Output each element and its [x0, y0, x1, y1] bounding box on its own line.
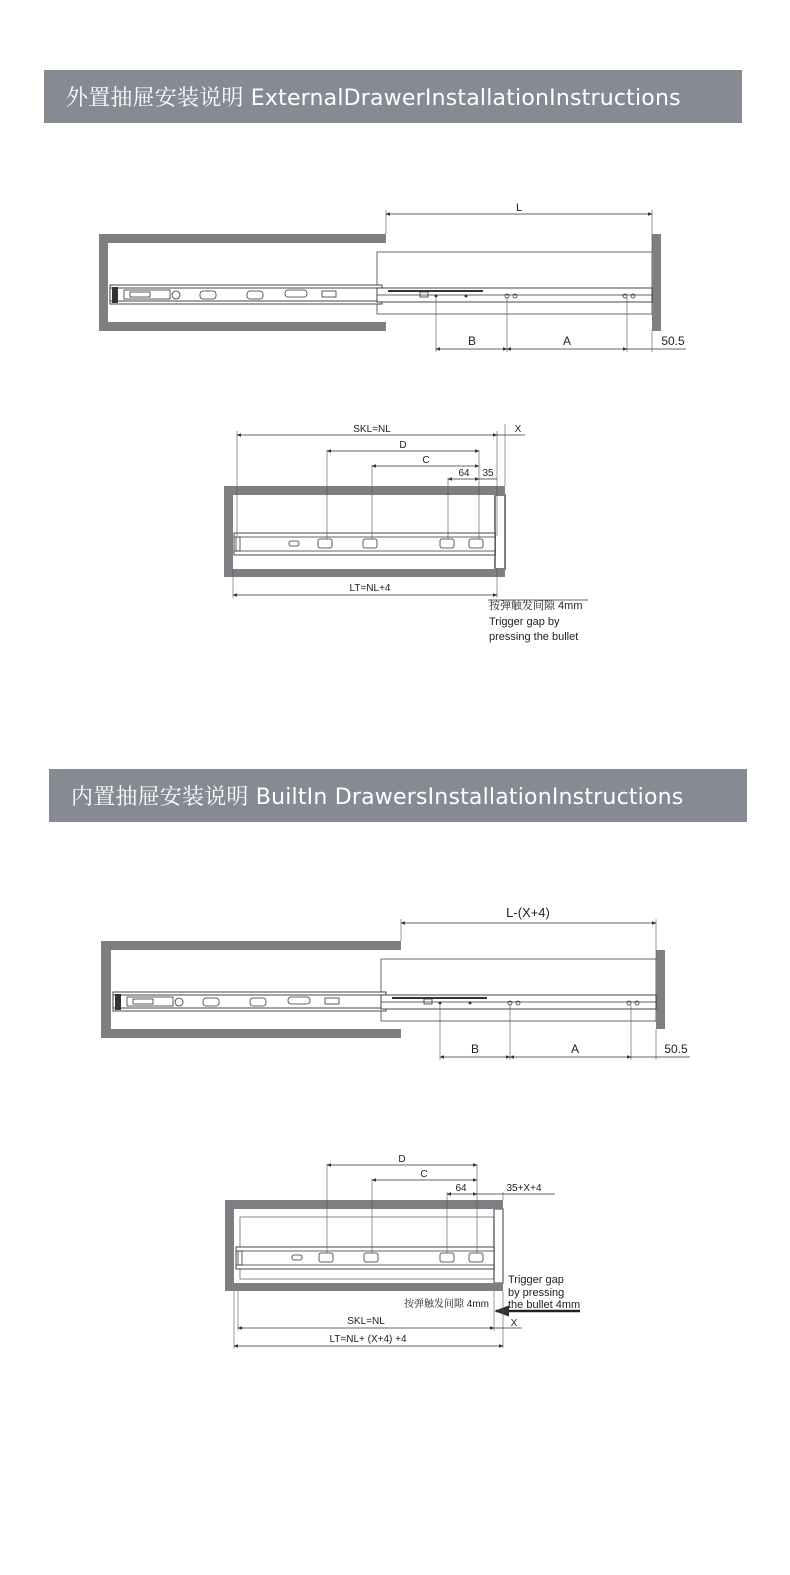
- dim-offset-label: 50.5: [664, 1042, 688, 1056]
- dim-c-label: C: [420, 1169, 428, 1180]
- dim-skl-label: SKL=NL: [347, 1316, 385, 1327]
- dim-lt-label: LT=NL+ (X+4) +4: [329, 1334, 407, 1345]
- external-side-view: [224, 424, 588, 643]
- slide-rail: [110, 285, 652, 304]
- trigger-note-en-3: the bullet 4mm: [508, 1299, 581, 1311]
- dim-64-label: 64: [458, 468, 470, 479]
- dim-skl-label: SKL=NL: [353, 424, 391, 435]
- drawer-box: [381, 959, 656, 1021]
- trigger-note-cn: 按弹触发间隙 4mm: [404, 1299, 489, 1310]
- drawer-front: [652, 234, 661, 331]
- trigger-note-en-2: by pressing: [508, 1287, 565, 1299]
- cabinet-body: [101, 941, 401, 1038]
- builtin-side-view: [225, 1154, 580, 1349]
- external-top-view: [99, 202, 686, 352]
- dim-a-label: A: [570, 1042, 580, 1056]
- dim-d-label: D: [398, 1154, 406, 1165]
- drawer-box: [377, 252, 652, 314]
- dim-b-label: B: [467, 334, 477, 348]
- dim-l-label: L: [515, 202, 523, 214]
- dim-x-label: X: [510, 1318, 518, 1329]
- cabinet-body: [99, 234, 386, 331]
- trigger-note-en-1: Trigger gap by: [489, 616, 560, 628]
- cabinet-body: [224, 486, 505, 577]
- dim-35-label: 35+X+4: [506, 1183, 542, 1194]
- drawer-front: [656, 950, 665, 1029]
- dim-l-label: L-(X+4): [506, 905, 550, 920]
- slide-rail: [234, 533, 495, 555]
- dim-a-label: A: [562, 334, 572, 348]
- drawer-front: [494, 1209, 503, 1283]
- trigger-note-en-2: pressing the bullet: [489, 631, 579, 643]
- dim-d-label: D: [399, 440, 407, 451]
- dim-offset-label: 50.5: [661, 334, 685, 348]
- dim-35-label: 35: [482, 468, 494, 479]
- dim-b-label: B: [470, 1042, 480, 1056]
- section-title-text: 内置抽屉安装说明 BuiltIn DrawersInstallationInstructions: [71, 785, 684, 810]
- trigger-note-cn: 按弹触发间隙 4mm: [489, 600, 583, 612]
- dim-c-label: C: [422, 455, 430, 466]
- builtin-top-view: [101, 905, 690, 1060]
- cabinet-body: [225, 1200, 503, 1291]
- section-title-text: 外置抽屉安装说明 ExternalDrawerInstallationInstructions: [66, 86, 681, 111]
- slide-rail: [236, 1247, 494, 1269]
- dim-x-label: X: [514, 424, 522, 435]
- dim-lt-label: LT=NL+4: [349, 583, 391, 594]
- slide-rail: [113, 992, 656, 1011]
- dim-64-label: 64: [455, 1183, 467, 1194]
- drawer-front: [495, 495, 505, 569]
- trigger-note-en-1: Trigger gap: [508, 1274, 564, 1286]
